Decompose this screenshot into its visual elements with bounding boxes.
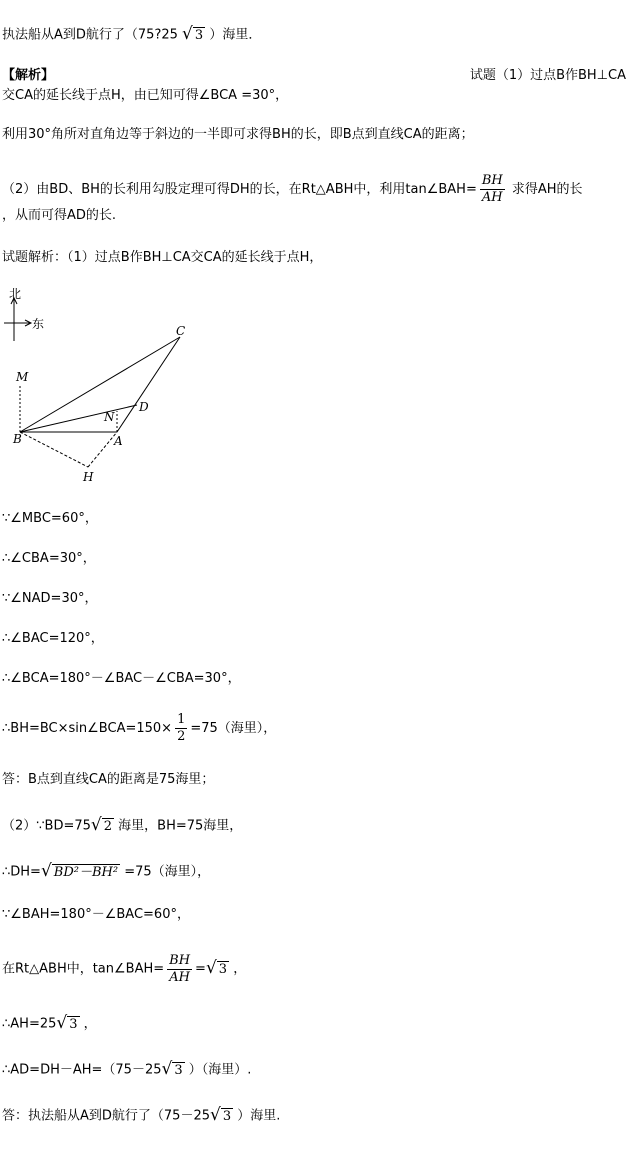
top-answer-sqrt: √ 3 (182, 24, 204, 44)
step-12 (2, 1013, 97, 1035)
step-8 (2, 815, 242, 837)
step-9-sqrt: √ BD²－BH² (40, 861, 119, 881)
step-11-sqrt: √ 3 (205, 958, 228, 978)
analysis-p2: 利用30°角所对直角边等于斜边的一半即可求得BH的长，即B点到直线CA的距离； (2, 127, 474, 142)
step-8-post: 海里，BH=75海里， (118, 818, 243, 834)
step-14 (2, 1105, 280, 1127)
segment-AC (117, 337, 180, 432)
step-13-pre: ∴AD=DH－AH=（75－25 (2, 1062, 162, 1078)
point-N-label: N (104, 410, 115, 424)
step-6-fraction: $\frac{1}{2}$ (177, 712, 186, 744)
step-14-pre: 答：执法船从A到D航行了（75－25 (2, 1108, 210, 1124)
step-8-sqrt: √ 2 (90, 815, 113, 835)
top-answer-line (2, 24, 261, 46)
step-12-post: ， (83, 1016, 97, 1032)
step-14-sqrt: √ 3 (210, 1105, 232, 1125)
segment-BC (20, 337, 180, 432)
step-6 (2, 711, 276, 747)
analysis-p1-right: 试题（1）过点B作BH⊥CA (469, 68, 626, 83)
step-11-fraction: $\frac{BH}{AH}$ (169, 952, 191, 985)
segment-HA (88, 432, 117, 467)
step-5: ∴∠BCA=180°－∠BAC－∠CBA=30°， (2, 671, 241, 686)
point-C-label: C (176, 324, 186, 338)
geometry-diagram (0, 285, 200, 490)
east-label: 东 (32, 317, 45, 331)
step-9 (2, 861, 210, 883)
step-11-eq: = (195, 961, 206, 977)
analysis-p3-post: 求得AH的长 (511, 182, 583, 197)
step-11-pre: 在Rt△ABH中，tan∠BAH= (2, 961, 165, 977)
step-8-pre: （2）∵BD=75 (2, 818, 91, 834)
step-6-pre: ∴BH=BC×sin∠BCA=150× (2, 721, 173, 736)
step-4: ∴∠BAC=120°， (2, 631, 104, 646)
step-13-sqrt: √ 3 (161, 1059, 183, 1079)
analysis-p4: ，从而可得AD的长. (2, 208, 117, 223)
step-13 (2, 1059, 251, 1081)
step-13-post: ）（海里）. (188, 1062, 252, 1078)
analysis-p3-fraction: $\frac{BH}{AH}$ (481, 173, 503, 205)
step-1: ∵∠MBC=60°， (2, 511, 98, 526)
top-answer-pre: 执法船从A到D航行了（75 (2, 27, 155, 43)
analysis-p1-cont: 交CA的延长线于点H，由已知可得∠BCA =30°， (2, 88, 289, 103)
point-M-label: M (16, 370, 29, 384)
top-answer-post: ）海里． (209, 27, 262, 43)
step-3: ∵∠NAD=30°， (2, 591, 98, 606)
segment-BH (20, 432, 88, 467)
step-6-post: =75（海里）， (190, 721, 277, 736)
point-H-label: H (83, 470, 94, 484)
step-2: ∴∠CBA=30°， (2, 551, 96, 566)
point-D-label: D (139, 400, 149, 414)
point-B-label: B (13, 432, 22, 446)
top-answer-num: 25 (161, 27, 178, 43)
analysis-p3 (2, 172, 583, 208)
step-11-post: ， (233, 961, 247, 977)
step-9-pre: ∴DH= (2, 864, 41, 880)
solution-header: 试题解析：（1）过点B作BH⊥CA交CA的延长线于点H， (2, 250, 323, 265)
step-14-post: ）海里. (237, 1108, 281, 1124)
top-answer-sep: ? (154, 27, 162, 43)
analysis-p3-pre: （2）由BD、BH的长利用勾股定理可得DH的长，在Rt△ABH中，利用tan∠BAH= (2, 182, 477, 197)
point-A-label: A (114, 434, 123, 448)
step-12-pre: ∴AH=25 (2, 1016, 57, 1032)
north-label: 北 (9, 287, 22, 301)
step-9-post: =75（海里）， (124, 864, 211, 880)
step-7: 答：B点到直线CA的距离是75海里； (2, 772, 215, 787)
step-12-sqrt: √ 3 (56, 1013, 78, 1033)
analysis-header: 【解析】 (2, 68, 55, 83)
step-11 (2, 950, 246, 988)
step-10: ∵∠BAH=180°－∠BAC=60°， (2, 907, 190, 922)
